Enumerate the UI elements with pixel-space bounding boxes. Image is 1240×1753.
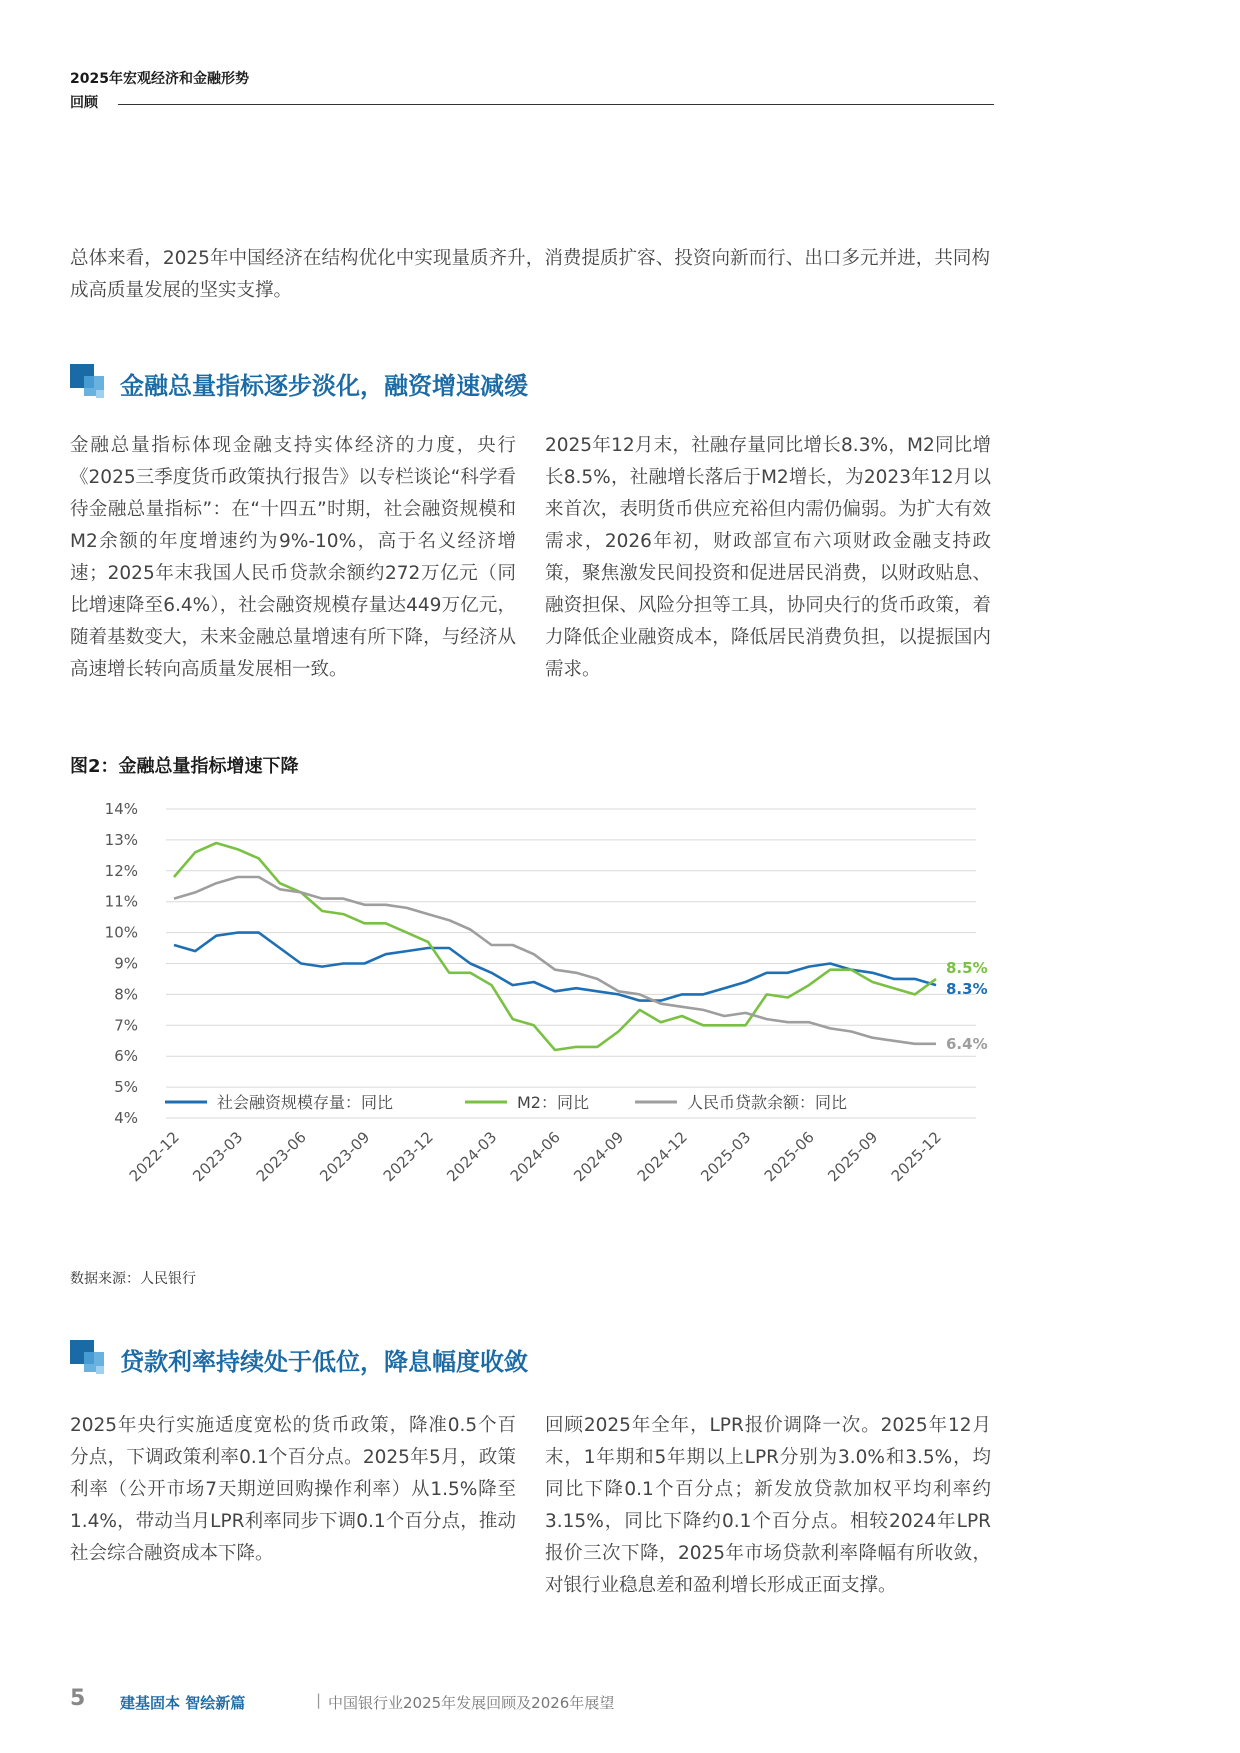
page-number: 5 [70,1686,86,1711]
y-tick-label: 8% [114,985,138,1004]
section-square-icon [70,1340,108,1376]
x-tick-label: 2024-12 [633,1128,691,1185]
footer-brand: 建基固本 智绘新篇 [120,1694,246,1712]
header-title: 2025年宏观经济和金融形势 [70,71,249,87]
x-tick-label: 2025-06 [760,1128,818,1185]
data-source: 数据来源：人民银行 [70,1271,196,1287]
y-tick-label: 13% [104,830,138,849]
legend-label: 社会融资规模存量：同比 [217,1093,394,1112]
section1-left-paragraph: 金融总量指标体现金融支持实体经济的力度，央行《2025三季度货币政策执行报告》以专栏谈论“科学看待金融总量指标”：在“十四五”时期，社会融资规模和M2余额的年度增速约为9%-10%，高于名义经济增速；2025年末我国人民币贷款余额约272万亿元（同比增速降至6.4%），社会融资规模存量达449万亿元，随着基数变大，未来金融总量增速有所下降，与经济从高速增长转向高质量发展相一致。 [70,435,516,680]
x-tick-label: 2025-03 [697,1128,755,1185]
section-square-icon [70,364,108,400]
y-tick-label: 10% [104,923,138,942]
header-rule [118,104,994,105]
legend-label: 人民币贷款余额：同比 [687,1093,848,1112]
series-end-label: 6.4% [946,1034,988,1053]
section2-left-paragraph: 2025年央行实施适度宽松的货币政策，降准0.5个百分点，下调政策利率0.1个百分点。2025年5月，政策利率（公开市场7天期逆回购操作利率）从1.5%降至1.4%，带动当月LPR利率同步下调0.1个百分点，推动社会综合融资成本下降。 [70,1415,516,1564]
section-title: 金融总量指标逐步淡化，融资增速减缓 [120,372,528,400]
section2-right-paragraph: 回顾2025年全年，LPR报价调降一次。2025年12月末，1年期和5年期以上LPR分别为3.0%和3.5%，均同比下降0.1个百分点；新发放贷款加权平均利率约3.15%，同比下降约0.1个百分点。相较2024年LPR报价三次下降，2025年市场贷款利率降幅有所收敛，对银行业稳息差和盈利增长形成正面支撑。 [545,1415,991,1596]
series-line [174,843,936,1050]
footer-separator: | [316,1691,322,1709]
chart-svg [70,795,1000,1185]
series-line [174,933,936,1001]
x-tick-label: 2023-06 [252,1128,310,1185]
section-title: 贷款利率持续处于低位，降息幅度收敛 [120,1348,528,1376]
x-tick-label: 2023-12 [379,1128,437,1185]
series-end-label: 8.3% [946,980,988,999]
y-tick-label: 4% [114,1109,138,1127]
legend-label: M2：同比 [517,1093,589,1112]
footer-report-title: 中国银行业2025年发展回顾及2026年展望 [328,1694,615,1712]
x-tick-label: 2025-09 [824,1128,882,1185]
x-tick-label: 2023-09 [316,1128,374,1185]
section1-right-paragraph: 2025年12月末，社融存量同比增长8.3%，M2同比增长8.5%，社融增长落后于M2增长，为2023年12月以来首次，表明货币供应充裕但内需仍偏弱。为扩大有效需求，2026年初，财政部宣布六项财政金融支持政策，聚焦激发民间投资和促进居民消费，以财政贴息、融资担保、风险分担等工具，协同央行的货币政策，着力降低企业融资成本，降低居民消费负担，以提振国内需求。 [545,435,991,680]
x-tick-label: 2024-03 [443,1128,501,1185]
y-tick-label: 6% [114,1047,138,1066]
y-tick-label: 9% [114,954,138,973]
line-chart [70,795,1000,1185]
y-tick-label: 11% [104,892,138,911]
x-tick-label: 2024-09 [570,1128,628,1185]
y-tick-label: 12% [104,861,138,880]
x-tick-label: 2022-12 [125,1128,183,1185]
x-tick-label: 2025-12 [887,1128,945,1185]
intro-paragraph: 总体来看，2025年中国经济在结构优化中实现量质齐升，消费提质扩容、投资向新而行、出口多元并进，共同构成高质量发展的坚实支撑。 [70,248,990,301]
x-tick-label: 2023-03 [189,1128,247,1185]
x-tick-label: 2024-06 [506,1128,564,1185]
header-subtitle: 回顾 [70,95,98,111]
figure-title: 图2：金融总量指标增速下降 [70,756,299,777]
series-end-label: 8.5% [946,958,988,977]
y-tick-label: 14% [104,800,138,818]
y-tick-label: 7% [114,1016,138,1035]
y-tick-label: 5% [114,1078,138,1097]
